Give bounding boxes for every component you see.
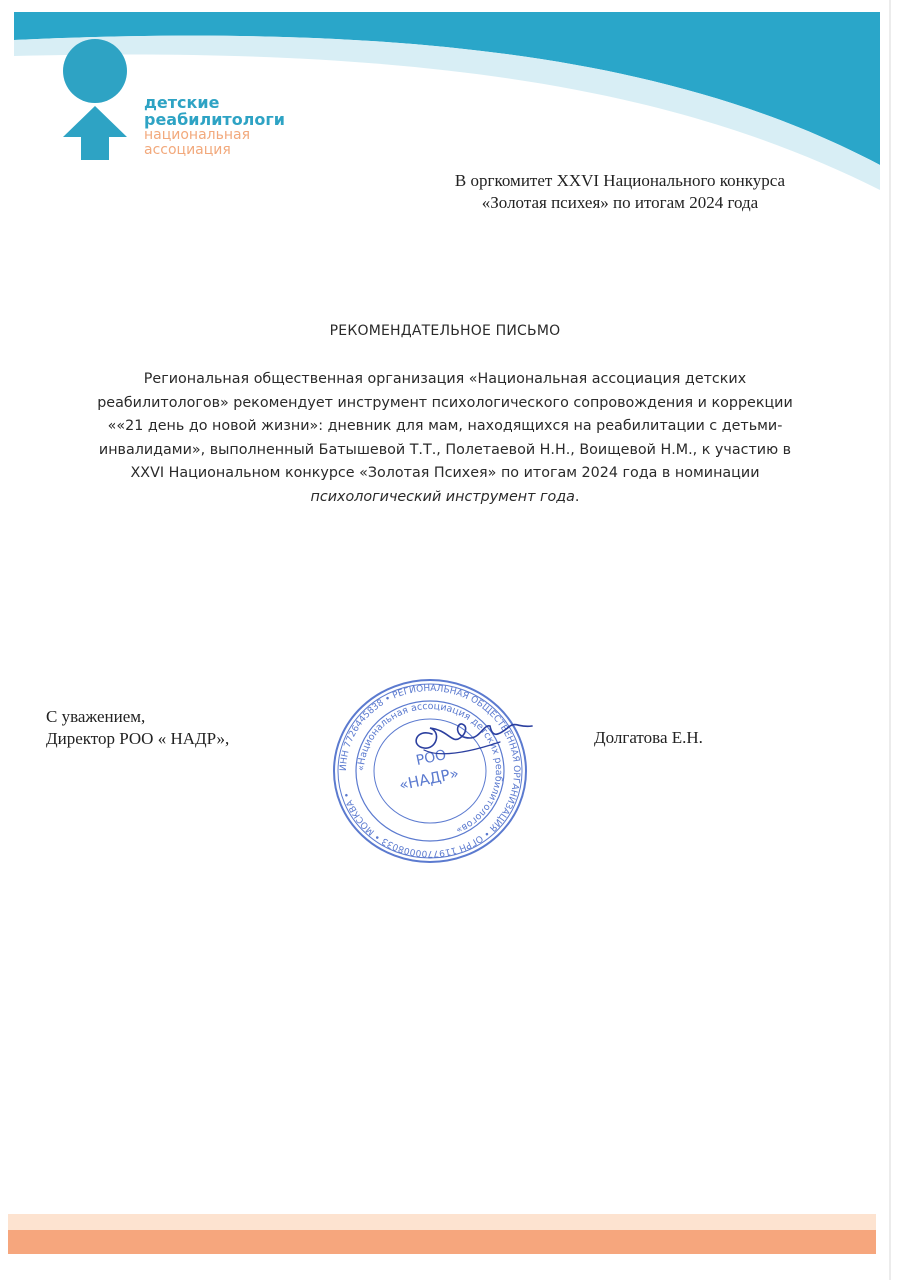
closing-regards: С уважением,	[46, 707, 146, 726]
stamp-center-line-1: РОО	[414, 747, 448, 770]
logo-line-1: детские	[144, 93, 220, 112]
letter-body	[84, 368, 806, 509]
logo-line-3: национальная	[144, 127, 251, 143]
scan-edge-line	[889, 0, 891, 1280]
stamp-center-line-2: «НАДР»	[397, 763, 461, 795]
stamp-inner-ring-text: «Национальная ассоциация детских реабилитологов»	[355, 700, 505, 836]
stamp-ring-text: ИНН 7726445838 • РЕГИОНАЛЬНАЯ ОБЩЕСТВЕННАЯ ОРГАНИЗАЦИЯ • ОГРН 1197700008033 • МОСКВА •	[338, 683, 522, 859]
addressee-block	[380, 170, 860, 214]
logo-line-2: реабилитологи	[144, 110, 285, 129]
addressee-line-1: В оргкомитет XXVI Национального конкурса	[454, 171, 786, 190]
letter-body-text: Региональная общественная организация «Национальная ассоциация детских реабилитологов» рекомендует инструмент психологического сопровождения и коррекции ««21 день до новой жизни»: дневник для мам, находящихся на реабилитации с детьми-инвалидами», выполненный Батышевой Т.Т., Полетаевой Н.Н., Воищевой Н.М., к участию в XXVI Национальном конкурсе «Золотая Психея» по итогам 2024 года в номинации	[97, 371, 793, 481]
letter-title: РЕКОМЕНДАТЕЛЬНОЕ ПИСЬМО	[329, 323, 561, 339]
addressee-line-2: «Золотая психея» по итогам 2024 года	[481, 193, 759, 212]
director-title: Директор РОО « НАДР»,	[46, 729, 230, 748]
association-logo	[60, 38, 320, 168]
organization-stamp	[320, 676, 540, 866]
footer-band-decoration	[8, 1214, 876, 1254]
letter-body-end: .	[574, 488, 580, 505]
nomination-name: психологический инструмент года	[310, 488, 575, 505]
logo-wordmark	[144, 94, 285, 158]
logo-line-4: ассоциация	[144, 142, 231, 158]
logo-figure-icon	[60, 38, 132, 164]
closing-block	[46, 706, 229, 750]
signer-name: Долгатова Е.Н.	[594, 728, 703, 747]
